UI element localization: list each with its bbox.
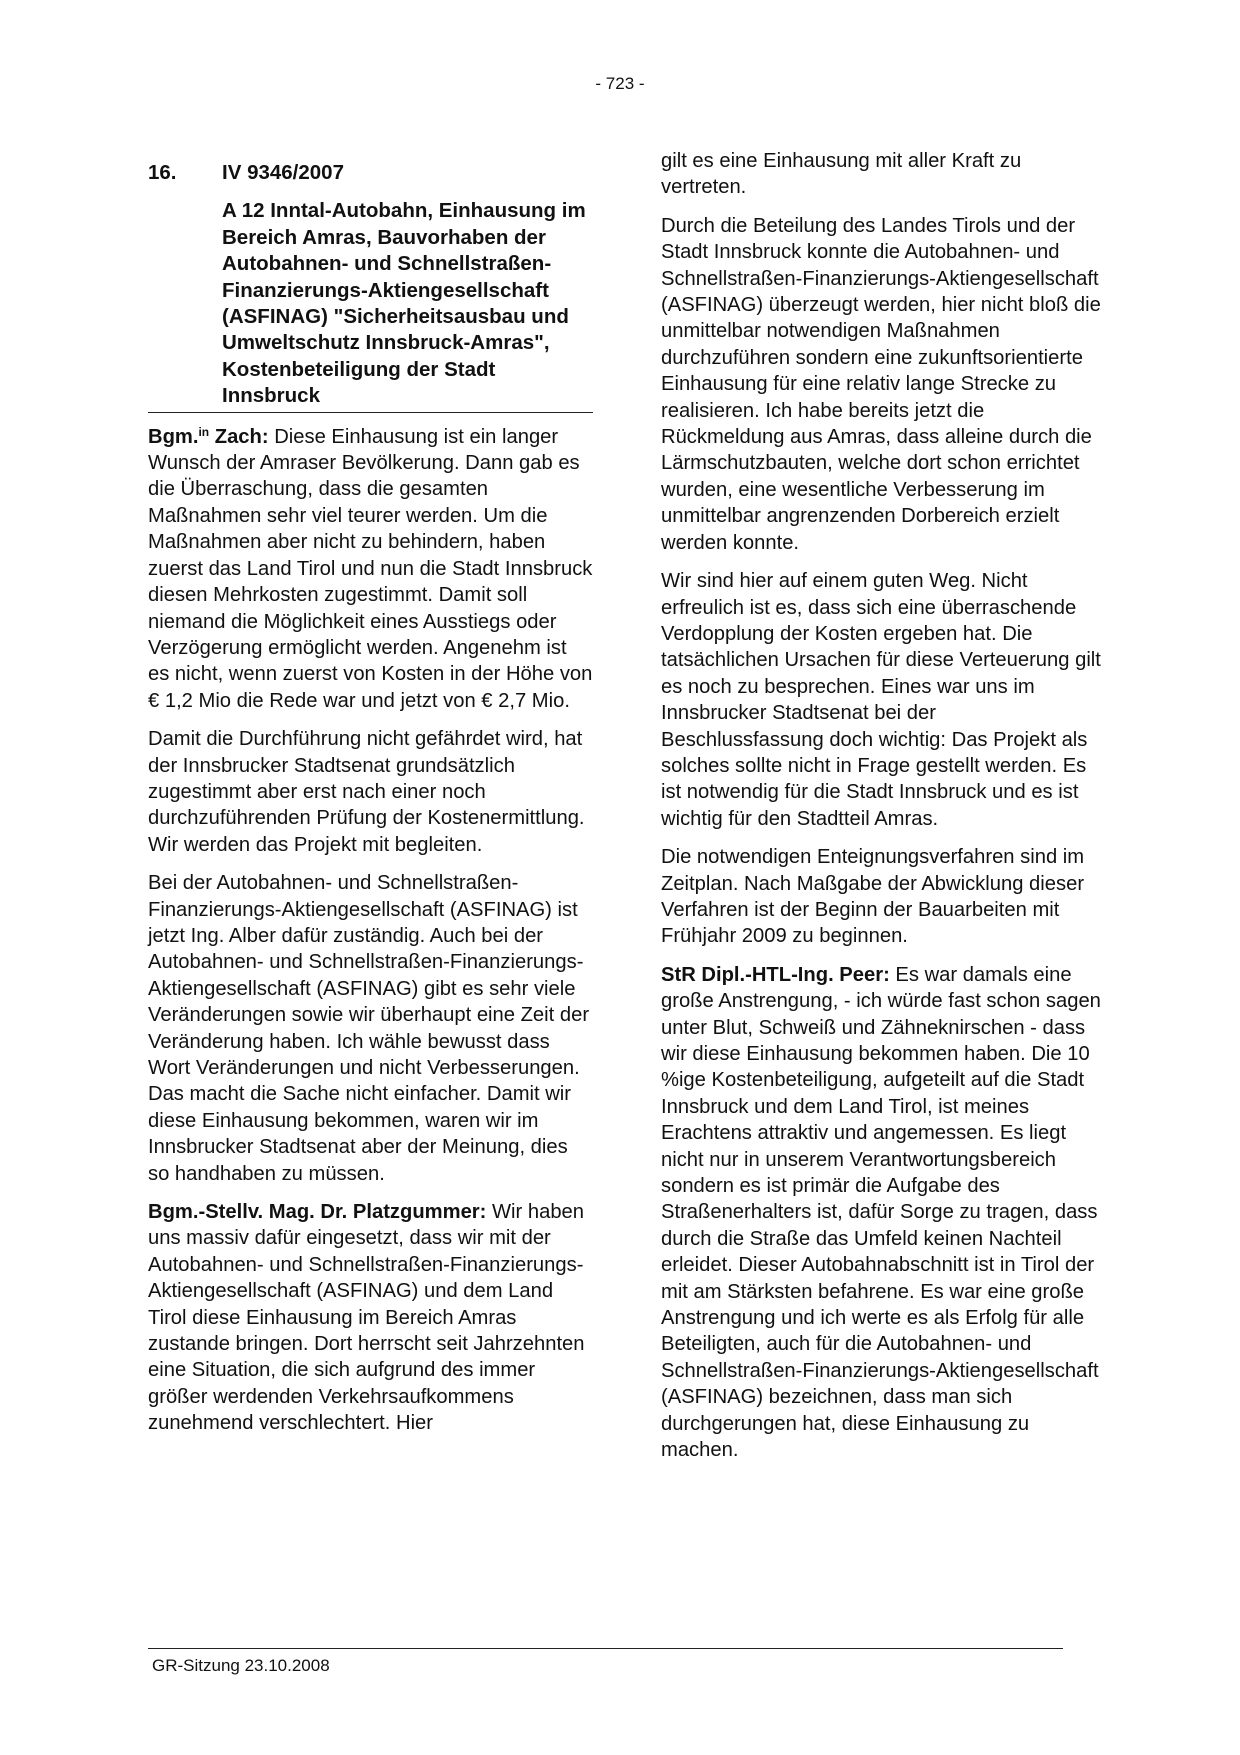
- speech-peer-text: Es war damals eine große Anstrengung, - ich würde fast schon sagen unter Blut, Schweiß und Zähneknirschen - dass wir diese Einhausung bekommen haben. Die 10 %ige Kostenbeteiligung, aufgeteilt auf die Stadt Innsbruck und dem Land Tirol, ist meines Erachtens attraktiv und angemessen. Es liegt nicht nur in unserem Verantwortungsbereich sondern es ist primär die Aufgabe des Straßenerhalters ist, dafür Sorge zu tragen, dass durch die Straße das Umfeld keinen Nachteil erleidet. Dieser Autobahnabschnitt ist in Tirol der mit am Stärksten befahrene. Es war eine große Anstrengung und ich werte es als Erfolg für alle Beteiligten, auch für die Autobahnen- und Schnellstraßen-Finanzierungs-Aktiengesellschaft (ASFINAG) bezeichnen, dass man sich durchgerungen hat, diese Einhausung zu machen.: [661, 963, 1101, 1462]
- left-column: [148, 160, 593, 1449]
- agenda-title: A 12 Inntal-Autobahn, Einhausung im Bereich Amras, Bauvorhaben der Autobahnen- und Schnellstraßen-Finanzierungs-Aktiengesellschaft (ASFINAG) "Sicherheitsausbau und Umweltschutz Innsbruck-Amras", Kostenbeteiligung der Stadt Innsbruck: [222, 199, 586, 408]
- agenda-divider: [148, 412, 593, 413]
- footer-divider: [148, 1648, 1063, 1649]
- right-column: [661, 148, 1103, 1476]
- agenda-reference: IV 9346/2007: [222, 161, 344, 184]
- speech-platzgummer-text: Wir haben uns massiv dafür eingesetzt, dass wir mit der Autobahnen- und Schnellstraßen-Finanzierungs-Aktiengesellschaft (ASFINAG) und dem Land Tirol diese Einhausung im Bereich Amras zustande bringen. Dort herrscht seit Jahrzehnten eine Situation, die sich aufgrund des immer größer werdenden Verkehrsaufkommens zunehmend verschlechtert. Hier: [148, 1201, 585, 1435]
- paragraph: Die notwendigen Enteignungsverfahren sind im Zeitplan. Nach Maßgabe der Abwicklung dieser Verfahren ist der Beginn der Bauarbeiten mit Frühjahr 2009 zu beginnen.: [661, 846, 1085, 948]
- speech-platzgummer: [148, 1199, 593, 1437]
- speech-zach: [148, 424, 593, 714]
- paragraph: Damit die Durchführung nicht gefährdet wird, hat der Innsbrucker Stadtsenat grundsätzlich zugestimmt aber erst nach einer noch durchzuführenden Prüfung der Kostenermittlung. Wir werden das Projekt mit begleiten.: [148, 728, 585, 856]
- paragraph: Durch die Beteilung des Landes Tirols und der Stadt Innsbruck konnte die Autobahnen- und Schnellstraßen-Finanzierungs-Aktiengesellschaft (ASFINAG) überzeugt werden, hier nicht bloß die unmittelbar notwendigen Maßnahmen durchzuführen sondern eine zukunftsorientierte Einhausung für eine relativ lange Strecke zu realisieren. Ich habe bereits jetzt die Rückmeldung aus Amras, dass alleine durch die Lärmschutzbauten, welche dort schon errichtet wurden, eine wesentliche Verbesserung im unmittelbar angrenzenden Dorbereich erzielt werden konnte.: [661, 214, 1101, 554]
- paragraph: gilt es eine Einhausung mit aller Kraft zu vertreten.: [661, 150, 1022, 199]
- speaker-platzgummer: Bgm.-Stellv. Mag. Dr. Platzgummer:: [148, 1201, 487, 1224]
- speaker-zach-sup: in: [198, 424, 210, 439]
- footer-session-date: GR-Sitzung 23.10.2008: [152, 1656, 330, 1675]
- speech-peer: [661, 962, 1103, 1464]
- page-number: - 723 -: [595, 74, 645, 93]
- agenda-heading: [148, 160, 593, 186]
- speaker-peer: StR Dipl.-HTL-Ing. Peer:: [661, 963, 890, 986]
- paragraph: Bei der Autobahnen- und Schnellstraßen-Finanzierungs-Aktiengesellschaft (ASFINAG) ist jetzt Ing. Alber dafür zuständig. Auch bei der Autobahnen- und Schnellstraßen-Finanzierungs-Aktiengesellschaft (ASFINAG) gibt es sehr viele Veränderungen sowie wir überhaupt eine Zeit der Veränderung haben. Ich wähle bewusst dass Wort Veränderungen und nicht Verbesserungen. Das macht die Sache nicht einfacher. Damit wir diese Einhausung bekommen, waren wir im Innsbrucker Stadtsenat aber der Meinung, dies so handhaben zu müssen.: [148, 872, 590, 1185]
- speech-zach-text: Diese Einhausung ist ein langer Wunsch der Amraser Bevölkerung. Dann gab es die Überraschung, dass die gesamten Maßnahmen sehr viel teurer werden. Um die Maßnahmen aber nicht zu behindern, haben zuerst das Land Tirol und nun die Stadt Innsbruck diesen Mehrkosten zugestimmt. Damit soll niemand die Möglichkeit eines Ausstiegs oder Verzögerung ermöglicht werden. Angenehm ist es nicht, wenn zuerst von Kosten in der Höhe von € 1,2 Mio die Rede war und jetzt von € 2,7 Mio.: [148, 425, 593, 712]
- speaker-zach: [148, 426, 269, 448]
- speaker-zach-name: Zach:: [209, 425, 269, 448]
- agenda-number: 16.: [148, 161, 177, 184]
- paragraph: Wir sind hier auf einem guten Weg. Nicht erfreulich ist es, dass sich eine überraschende Verdopplung der Kosten ergeben hat. Die tatsächlichen Ursachen für diese Verteuerung gilt es noch zu besprechen. Eines war uns im Innsbrucker Stadtsenat bei der Beschlussfassung doch wichtig: Das Projekt als solches sollte nicht in Frage gestellt werden. Es ist notwendig für die Stadt Innsbruck und es ist wichtig für den Stadtteil Amras.: [661, 570, 1101, 830]
- speaker-zach-prefix: Bgm.: [148, 425, 199, 448]
